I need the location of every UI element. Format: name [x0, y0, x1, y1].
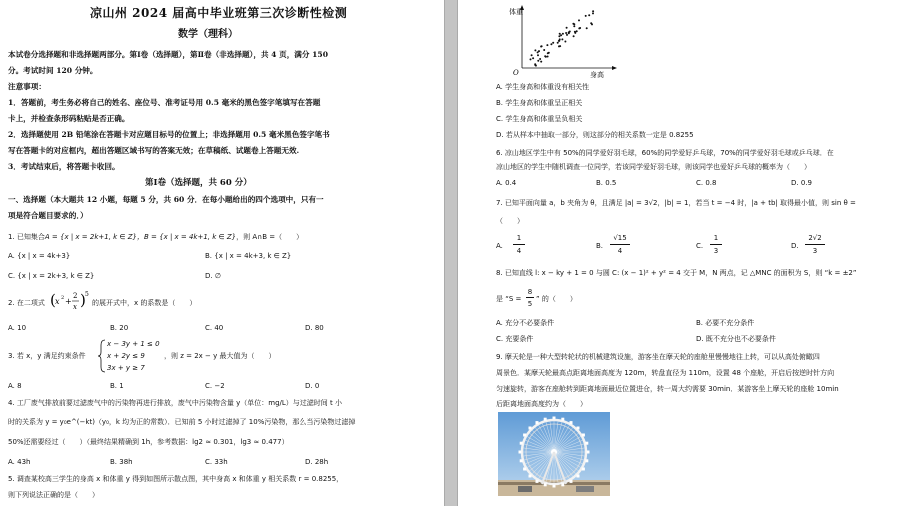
q7-option-d-num: 2√2	[808, 234, 822, 242]
q7-option-c-den: 3	[713, 247, 719, 255]
q8-frac-bar	[526, 297, 534, 298]
q7-option-c: C.	[696, 242, 704, 250]
scatter-point	[568, 32, 570, 34]
scatter-x-arrow	[612, 66, 617, 70]
scatter-point	[565, 32, 567, 34]
q6-line-1: 6. 凉山地区学生中有 50%的同学爱好羽毛球，60%的同学爱好乒乓球，70%的同学爱好羽毛球或乒乓球．在	[496, 149, 834, 157]
wheel-cabin	[570, 421, 573, 424]
scatter-point	[552, 42, 554, 44]
note-1b: 卡上，并检查条形码粘贴是否正确。	[8, 114, 130, 123]
section-1-line-b: 项是符合题目要求的．）	[8, 211, 88, 220]
note-3: 3．考试结束后，将答题卡收回。	[8, 162, 120, 171]
scatter-point	[540, 61, 542, 63]
q7-line-1: 7. 已知平面向量 a，b 夹角为 θ，且满足 |a| = 3√2，|b| = 1，若当 t = −4 时，|a + tb| 取得最小值，则 sin θ =	[496, 199, 856, 207]
svg-text:x: x	[55, 297, 60, 306]
svg-text:2: 2	[73, 292, 78, 300]
scatter-point	[588, 14, 590, 16]
scatter-point	[531, 54, 533, 56]
q9-line-3: 匀速旋转，游客在座舱转到距离地面最近位置进仓，转一周大约需要 30min．某游客坐上摩天轮的座舱 10min	[496, 385, 839, 393]
q8-line-2-post: ” 的（ ）	[536, 295, 577, 303]
q5-option-a: A. 学生身高和体重没有相关性	[496, 83, 590, 91]
q4-option-a: A. 43h	[8, 458, 31, 466]
scatter-point	[573, 23, 575, 25]
scatter-point	[532, 57, 534, 59]
note-1a: 1．答题前，考生务必将自己的姓名、座位号、准考证号用 0.5 毫米的黑色签字笔填写在答题	[8, 98, 321, 107]
scatter-point	[573, 25, 575, 27]
q2-option-b: B. 20	[110, 324, 129, 332]
q3-constraint-3: 3x + y ≥ 7	[107, 364, 145, 372]
scatter-point	[535, 65, 537, 67]
scatter-point	[547, 52, 549, 54]
q5-option-d: D. 若从样本中抽取一部分，则这部分的相关系数一定是 0.8255	[496, 131, 694, 139]
q1-option-b: B. {x | x = 4k+3, k ∈ Z}	[205, 252, 292, 260]
q3-brace	[98, 339, 106, 373]
wheel-cabin	[570, 480, 573, 483]
q3-constraint-2: x + 2y ≤ 9	[107, 352, 145, 360]
scatter-point	[537, 54, 539, 56]
q6-option-a: A. 0.4	[496, 179, 517, 187]
wheel-cabin	[520, 459, 523, 462]
q8-line-1: 8. 已知直线 l: x − ky + 1 = 0 与圆 C: (x − 1)² + y² = 4 交于 M，N 两点，记 △MNC 的面积为 S，则 “k = ±2”	[496, 269, 857, 277]
q6-option-c: C. 0.8	[696, 179, 717, 187]
wheel-cabin	[523, 434, 526, 437]
q7-option-d-den: 3	[812, 247, 818, 255]
q3-constraint-1: x − 3y + 1 ≤ 0	[107, 340, 160, 348]
scatter-point	[546, 44, 548, 46]
q5-line-2: 则下列说法正确的是（ ）	[8, 491, 99, 499]
wheel-cabin	[553, 417, 556, 420]
scatter-point	[566, 34, 568, 36]
q7-option-d: D.	[791, 242, 799, 250]
part-1-heading: 第Ⅰ卷（选择题，共 60 分）	[145, 178, 252, 188]
scatter-point	[537, 60, 539, 62]
q5-line-1: 5. 调查某校高三学生的身高 x 和体重 y 得到如图所示散点图，其中身高 x 和体重 y 相关系数 r = 0.8255，	[8, 475, 344, 483]
scatter-point	[547, 56, 549, 58]
q9-line-2: 周景色．某摩天轮最高点距离地面高度为 120m，转盘直径为 110m，设置 48 个座舱，开启后按逆时针方向	[496, 369, 835, 377]
scatter-point	[530, 58, 532, 60]
q4-option-c: C. 33h	[205, 458, 228, 466]
q8-option-d: D. 既不充分也不必要条件	[696, 335, 776, 343]
q4-line-1: 4. 工厂废气排放前要过滤废气中的污染物再进行排放，废气中污染物含量 y（单位：mg/L）与过滤时间 t 小	[8, 399, 342, 407]
scatter-point	[559, 45, 561, 47]
q7-option-c-bar	[710, 244, 722, 245]
q3-option-c: C. −2	[205, 382, 225, 390]
q7-option-b: B.	[596, 242, 604, 250]
scatter-point	[559, 38, 561, 40]
q6-option-b: B. 0.5	[596, 179, 617, 187]
scatter-point	[576, 30, 578, 32]
wheel-cabin	[544, 483, 547, 486]
q6-option-d: D. 0.9	[791, 179, 812, 187]
note-2a: 2．选择题使用 2B 铅笔涂在答题卡对应题目标号的位置上；非选择题用 0.5 毫米黑色签字笔书	[8, 130, 330, 139]
scatter-point	[590, 22, 592, 24]
scatter-plot	[508, 2, 618, 78]
scatter-point	[534, 49, 536, 51]
q3-stem-tail: ，则 z = 2x − y 最大值为（ ）	[164, 352, 276, 360]
q7-line-2: （ ）	[496, 217, 524, 225]
q9-line-1: 9. 摩天轮是一种大型转轮状的机械建筑设施，游客坐在摩天轮的座舱里慢慢地往上转，可以从高处俯瞰四	[496, 353, 820, 361]
q7-option-b-den: 4	[617, 247, 623, 255]
scatter-point	[586, 27, 588, 29]
scatter-point	[562, 33, 564, 35]
exam-subtitle: 数学（理科）	[178, 29, 238, 40]
q8-line-2-pre: 是 “S =	[496, 295, 522, 303]
q7-option-c-num: 1	[713, 234, 719, 242]
wheel-cabin	[585, 442, 588, 445]
scatter-point	[558, 35, 560, 37]
q7-option-a-bar	[513, 244, 525, 245]
ferris-wheel-photo	[498, 412, 610, 496]
q1-option-c: C. {x | x = 2k+3, k ∈ Z}	[8, 272, 95, 280]
intro-line-2: 分。考试时间 120 分钟。	[8, 66, 98, 75]
q4-line-2: 时的关系为 y = y₀e^(−kt)（y₀，k 均为正的常数）．已知前 5 小时过滤掉了 10%污染物，那么当污染物过滤掉	[8, 418, 356, 426]
q7-option-a-den: 4	[516, 247, 522, 255]
q3-option-d: D. 0	[305, 382, 320, 390]
wheel-cabin	[582, 434, 585, 437]
q5-option-c: C. 学生身高和体重呈负相关	[496, 115, 583, 123]
q7-option-b-bar	[610, 244, 630, 245]
svg-text:5: 5	[85, 291, 89, 298]
wheel-cabin	[582, 468, 585, 471]
q1-stem: 1. 已知集合A = {x | x = 2k+1, k ∈ Z}，B = {x | x = 4k+1, k ∈ Z}，则 A∩B =（ ）	[8, 233, 304, 241]
q8-option-b: B. 必要不充分条件	[696, 319, 755, 327]
right-page	[458, 0, 900, 506]
q7-option-a-num: 1	[516, 234, 522, 242]
wheel-cabin	[561, 418, 564, 421]
svg-text:): )	[80, 291, 86, 309]
scatter-point	[544, 55, 546, 57]
scatter-origin: O	[513, 69, 519, 77]
page-gap	[444, 0, 458, 506]
q4-option-d: D. 28h	[305, 458, 329, 466]
q1-option-d: D. ∅	[205, 272, 221, 280]
q6-line-2: 凉山地区的学生中随机调查一位同学，若该同学爱好羽毛球，则该同学也爱好乒乓球的概率为（ ）	[496, 163, 811, 171]
scatter-point	[574, 32, 576, 34]
wheel-cabin	[520, 442, 523, 445]
q2-option-c: C. 40	[205, 324, 224, 332]
left-page	[0, 0, 444, 506]
q2-option-a: A. 10	[8, 324, 27, 332]
notes-title: 注意事项：	[8, 82, 46, 91]
q1-option-a: A. {x | x = 4k+3}	[8, 252, 71, 260]
scatter-points	[530, 10, 595, 66]
q2-stem-lead: 2. 在二项式	[8, 299, 45, 307]
q7-option-b-num: √15	[613, 234, 627, 242]
wheel-cabin	[523, 468, 526, 471]
exam-title: 凉山州 2024 届高中毕业班第三次诊断性检测	[90, 6, 348, 20]
svg-text:(: (	[50, 291, 56, 309]
q8-option-a: A. 充分不必要条件	[496, 319, 555, 327]
note-2b: 写在答题卡的对应框内，超出答题区域书写的答案无效；在草稿纸、试题卷上答题无效.	[8, 146, 300, 155]
svg-text:x: x	[73, 303, 77, 311]
wheel-cabin	[561, 483, 564, 486]
section-1-line-a: 一、选择题（本大题共 12 小题，每题 5 分，共 60 分．在每小题给出的四个选项中，只有一	[8, 195, 324, 204]
q2-option-d: D. 80	[305, 324, 324, 332]
wheel-cabin	[544, 418, 547, 421]
scatter-point	[585, 15, 587, 17]
wheel-cabin	[553, 485, 556, 488]
wheel-cabin	[536, 480, 539, 483]
q9-line-4: 后距离地面高度约为（ ）	[496, 400, 587, 408]
wheel-cabin	[529, 427, 532, 430]
scatter-point	[557, 42, 559, 44]
q3-stem-lead: 3. 若 x，y 满足约束条件	[8, 352, 86, 360]
scatter-point	[561, 38, 563, 40]
scatter-point	[543, 49, 545, 51]
svg-text:+: +	[65, 297, 72, 306]
q2-binomial-expression	[50, 288, 92, 314]
scatter-point	[578, 19, 580, 21]
q2-stem-tail: 的展开式中，x 的系数是（ ）	[92, 299, 197, 307]
scatter-point	[578, 27, 580, 29]
q3-option-a: A. 8	[8, 382, 22, 390]
scatter-point	[538, 50, 540, 52]
wheel-cabin	[587, 451, 590, 454]
scatter-x-label: 身高	[590, 71, 604, 78]
scatter-point	[550, 43, 552, 45]
q3-option-b: B. 1	[110, 382, 124, 390]
scatter-point	[540, 46, 542, 48]
q7-option-d-bar	[805, 244, 825, 245]
scatter-point	[573, 35, 575, 37]
wheel-cabin	[577, 427, 580, 430]
scatter-point	[564, 41, 566, 43]
scatter-point	[592, 12, 594, 14]
scatter-y-label: 体重	[509, 8, 523, 16]
q8-frac-den: 5	[527, 300, 533, 308]
q8-option-c: C. 充要条件	[496, 335, 534, 343]
wheel-cabin	[536, 421, 539, 424]
q4-line-3: 50%还需要经过（ ）（最终结果精确到 1h，参考数据：lg2 ≈ 0.301，lg3 ≈ 0.477）	[8, 438, 289, 446]
svg-text:2: 2	[61, 295, 65, 301]
wheel-cabin	[529, 475, 532, 478]
wheel-cabin	[519, 451, 522, 454]
scatter-point	[566, 27, 568, 29]
wheel-cabin	[577, 475, 580, 478]
scatter-point	[592, 10, 594, 12]
q7-option-a: A.	[496, 242, 503, 250]
scatter-point	[559, 33, 561, 35]
q5-option-b: B. 学生身高和体重呈正相关	[496, 99, 583, 107]
intro-line-1: 本试卷分选择题和非选择题两部分。第Ⅰ卷（选择题），第Ⅱ卷（非选择题），共 4 页，满分 150	[8, 50, 328, 59]
q8-frac-num: 8	[527, 288, 533, 296]
wheel-cabin	[585, 459, 588, 462]
q4-option-b: B. 38h	[110, 458, 133, 466]
scatter-point	[539, 58, 541, 60]
